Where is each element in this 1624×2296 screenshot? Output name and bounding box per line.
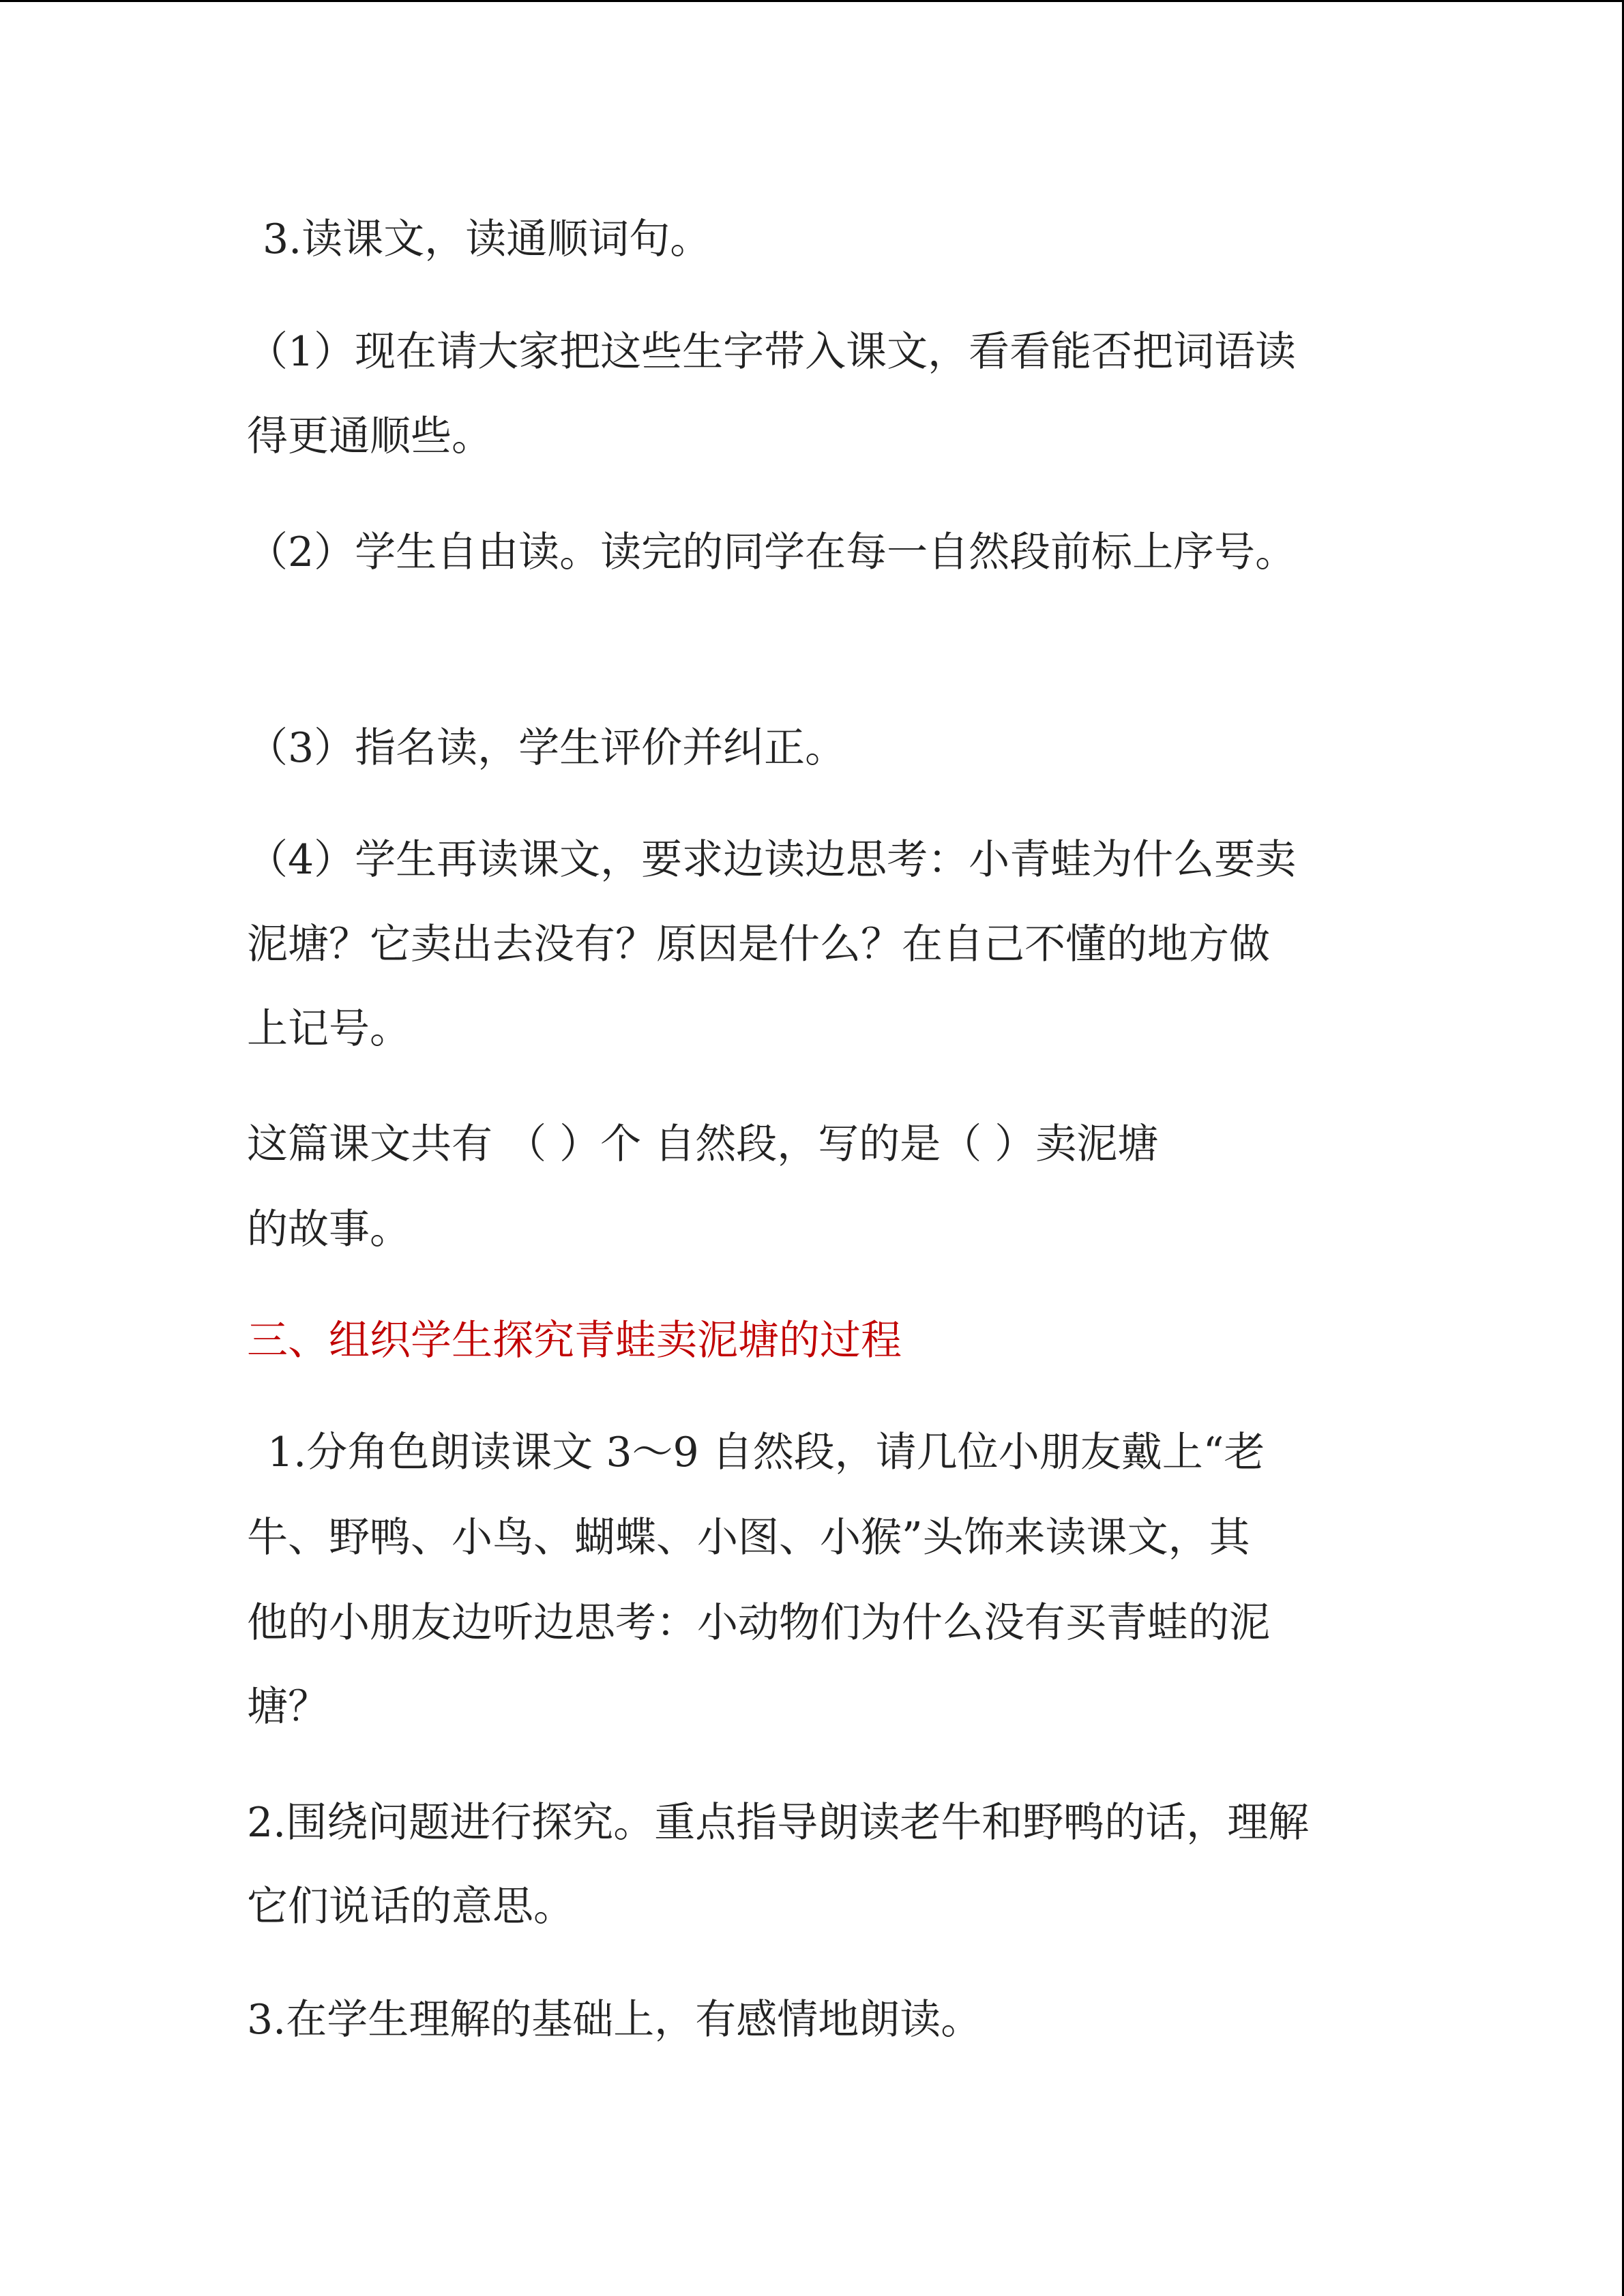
step-1-line-2: 牛、野鸭、小鸟、蝴蝶、小图、小猴”头饰来读课文，其 <box>247 1514 1250 1562</box>
section-heading: 三、组织学生探究青蛙卖泥塘的过程 <box>247 1317 902 1365</box>
fill-blank-line-1: 这篇课文共有 （ ）个 自然段，写的是（ ）卖泥塘 <box>247 1120 1159 1168</box>
sub-item-4-line-3: 上记号。 <box>247 1005 411 1053</box>
sub-item-4-line-2: 泥塘？它卖出去没有？原因是什么？在自己不懂的地方做 <box>247 921 1270 968</box>
sub-item-4-line-1: （4）学生再读课文，要求边读边思考：小青蛙为什么要卖 <box>247 836 1297 884</box>
sub-item-3: （3）指名读，学生评价并纠正。 <box>247 724 846 772</box>
step-1-line-1: 1.分角色朗读课文 3～9 自然段，请几位小朋友戴上“老 <box>267 1429 1265 1476</box>
fill-blank-line-2: 的故事。 <box>247 1206 411 1253</box>
step-2-line-1: 2.围绕问题进行探究。重点指导朗读老牛和野鸭的话，理解 <box>247 1799 1310 1847</box>
step-3-read-text: 3.读课文，读通顺词句。 <box>263 215 711 263</box>
step-3-feeling-read: 3.在学生理解的基础上，有感情地朗读。 <box>247 1996 982 2044</box>
top-border <box>0 0 1624 2</box>
sub-item-2: （2）学生自由读。读完的同学在每一自然段前标上序号。 <box>247 528 1297 576</box>
step-1-line-4: 塘？ <box>247 1683 329 1731</box>
sub-item-1-line-1: （1）现在请大家把这些生字带入课文，看看能否把词语读 <box>247 328 1297 376</box>
step-1-line-3: 他的小朋友边听边思考：小动物们为什么没有买青蛙的泥 <box>247 1599 1270 1647</box>
sub-item-1-line-2: 得更通顺些。 <box>247 413 492 460</box>
step-2-line-2: 它们说话的意思。 <box>247 1883 574 1930</box>
